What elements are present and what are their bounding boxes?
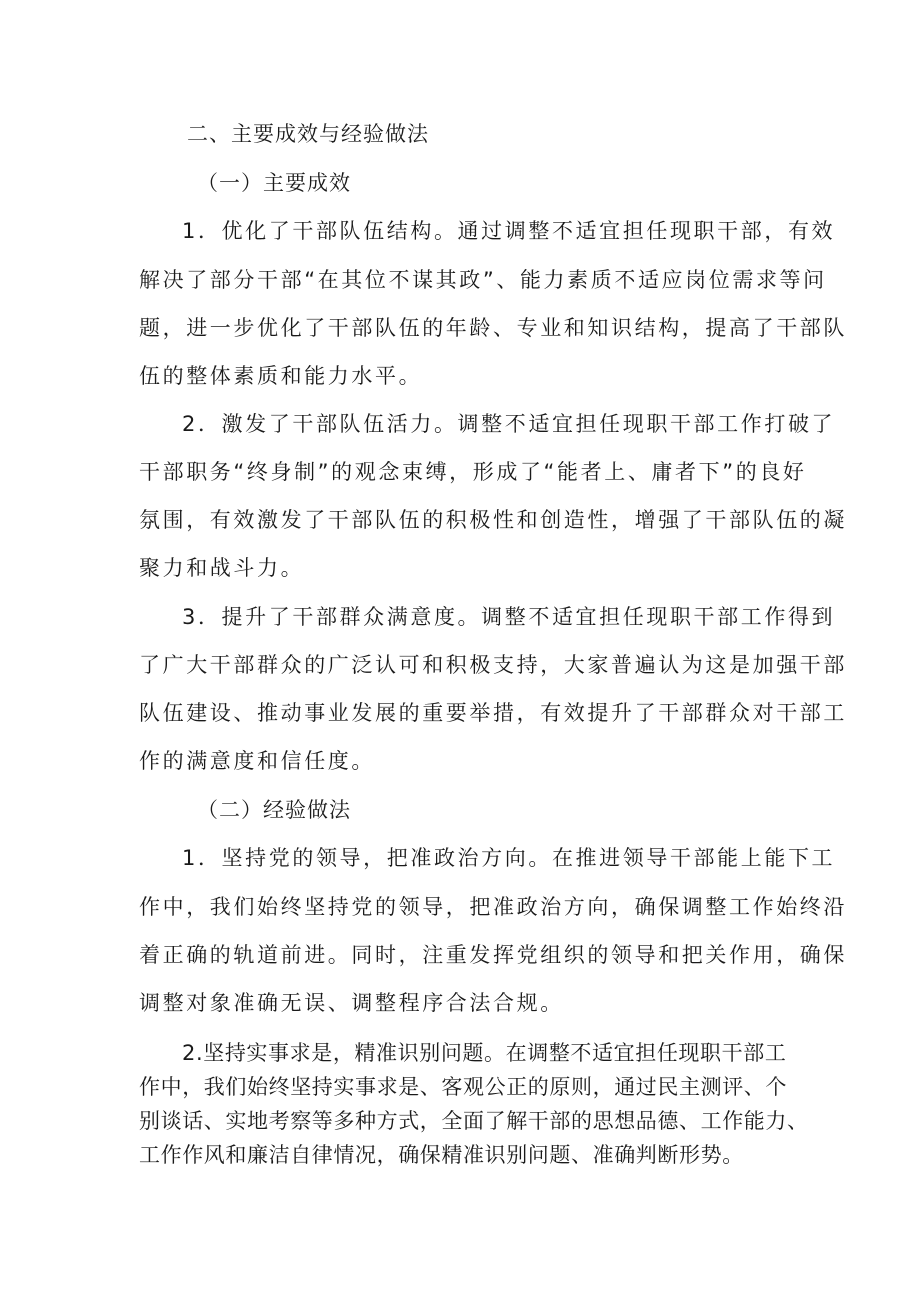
achievement-3-line-2: 了广大干部群众的广泛认可和积极支持，大家普遍认为这是加强干部: [139, 653, 847, 677]
achievement-2-line-1: 2．激发了干部队伍活力。调整不适宜担任现职干部工作打破了: [182, 412, 836, 436]
experience-1-line-1: 1．坚持党的领导，把准政治方向。在推进领导干部能上能下工: [182, 846, 836, 870]
achievement-2-line-2: 干部职务“终身制”的观念束缚，形成了“能者上、庸者下”的良好: [139, 460, 807, 484]
achievement-2-line-4: 聚力和战斗力。: [139, 556, 305, 580]
experience-1-line-2: 作中，我们始终坚持党的领导，把准政治方向，确保调整工作始终沿: [139, 895, 847, 919]
experience-1-line-4: 调整对象准确无误、调整程序合法合规。: [139, 991, 564, 1015]
experience-2-line-1: 2.坚持实事求是，精准识别问题。在调整不适宜担任现职干部工: [182, 1041, 787, 1065]
achievement-2-line-3: 氛围，有效激发了干部队伍的积极性和创造性，增强了干部队伍的凝: [139, 508, 847, 532]
experience-2-line-4: 工作作风和廉洁自律情况，确保精准识别问题、准确判断形势。: [139, 1143, 744, 1167]
experience-1-line-3: 着正确的轨道前进。同时，注重发挥党组织的领导和把关作用，确保: [139, 943, 847, 967]
achievement-1-line-4: 伍的整体素质和能力水平。: [139, 364, 423, 388]
achievement-1-line-1: 1．优化了干部队伍结构。通过调整不适宜担任现职干部，有效: [182, 219, 836, 243]
section-title-achievements: （一）主要成效: [197, 171, 351, 195]
experience-2-line-2: 作中，我们始终坚持实事求是、客观公正的原则，通过民主测评、个: [139, 1075, 787, 1099]
achievement-1-line-3: 题，进一步优化了干部队伍的年龄、专业和知识结构，提高了干部队: [139, 316, 847, 340]
achievement-3-line-4: 作的满意度和信任度。: [139, 749, 375, 773]
main-heading: 二、主要成效与经验做法: [187, 122, 429, 146]
experience-2-line-3: 别谈话、实地考察等多种方式，全面了解干部的思想品德、工作能力、: [139, 1109, 809, 1133]
achievement-3-line-3: 队伍建设、推动事业发展的重要举措，有效提升了干部群众对干部工: [139, 701, 847, 725]
achievement-3-line-1: 3．提升了干部群众满意度。调整不适宜担任现职干部工作得到: [182, 605, 836, 629]
section-title-experience: （二）经验做法: [197, 798, 351, 822]
achievement-1-line-2: 解决了部分干部“在其位不谋其政”、能力素质不适应岗位需求等问: [139, 268, 827, 292]
